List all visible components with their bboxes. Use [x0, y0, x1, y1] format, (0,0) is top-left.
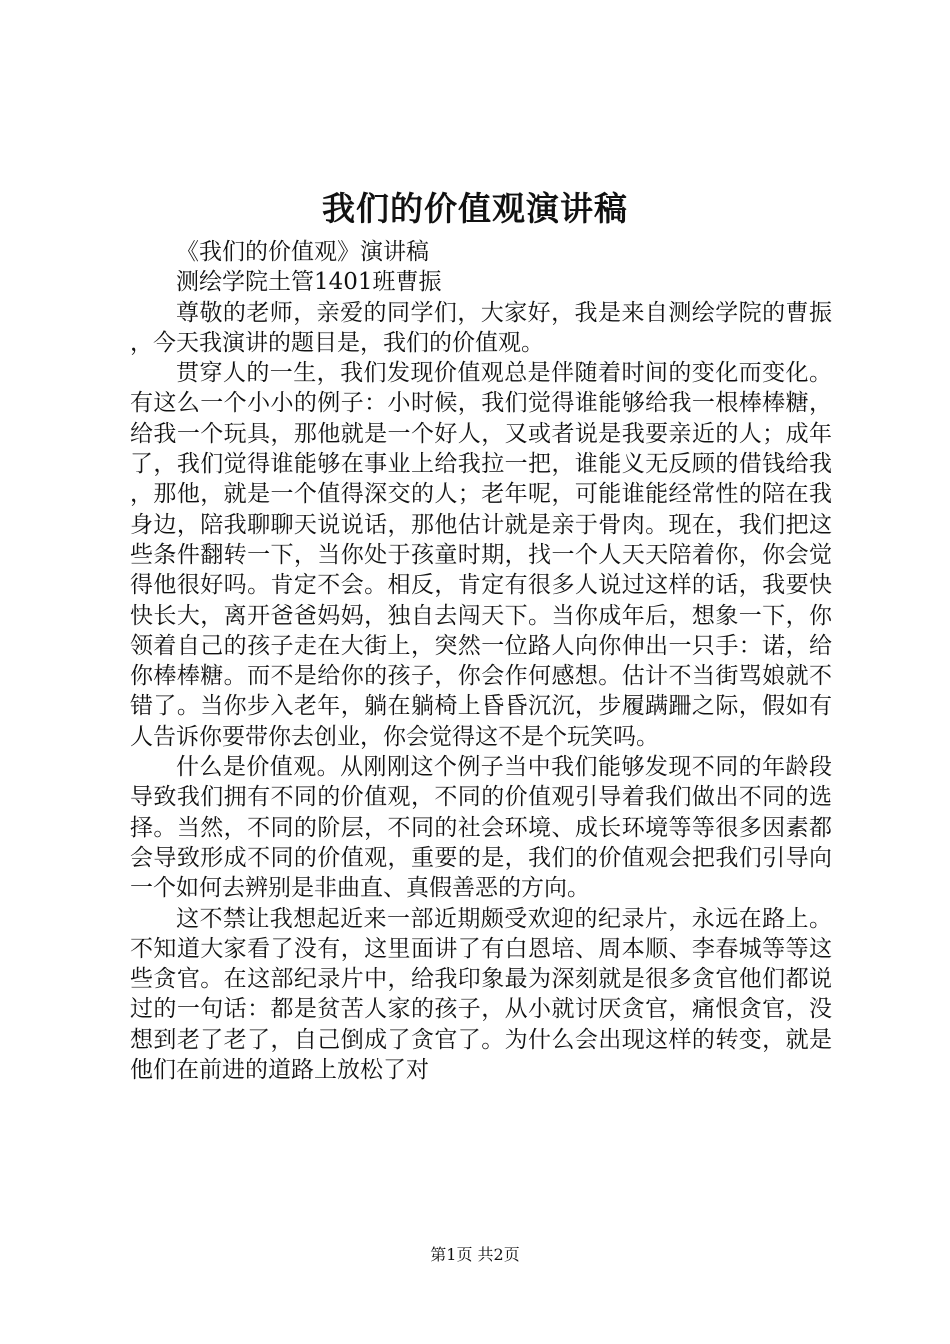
body-paragraph: 这不禁让我想起近来一部近期颇受欢迎的纪录片，永远在路上。不知道大家看了没有，这里面讲了有白恩培、周本顺、李春城等等这些贪官。在这部纪录片中，给我印象最为深刻就是很多贪官他们都说过的一句话：都是贫苦人家的孩子，从小就讨厌贪官，痛恨贪官，没想到老了老了，自己倒成了贪官了。为什么会出现这样的转变，就是他们在前进的道路上放松了对	[130, 905, 832, 1084]
page-number: 第1页 共2页	[430, 1245, 520, 1264]
speech-heading: 《我们的价值观》演讲稿	[176, 239, 429, 265]
document-body	[130, 237, 832, 1085]
body-paragraph: 贯穿人的一生，我们发现价值观总是伴随着时间的变化而变化。有这么一个小小的例子：小时候，我们觉得谁能够给我一根棒棒糖，给我一个玩具，那他就是一个好人，又或者说是我要亲近的人；成年了，我们觉得谁能够在事业上给我拉一把，谁能义无反顾的借钱给我，那他，就是一个值得深交的人；老年呢，可能谁能经常性的陪在我身边，陪我聊聊天说说话，那他估计就是亲于骨肉。现在，我们把这些条件翻转一下，当你处于孩童时期，找一个人天天陪着你，你会觉得他很好吗。肯定不会。相反，肯定有很多人说过这样的话，我要快快长大，离开爸爸妈妈，独自去闯天下。当你成年后，想象一下，你领着自己的孩子走在大街上，突然一位路人向你伸出一只手：诺，给你棒棒糖。而不是给你的孩子，你会作何感想。估计不当街骂娘就不错了。当你步入老年，躺在躺椅上昏昏沉沉，步履蹒跚之际，假如有人告诉你要带你去创业，你会觉得这不是个玩笑吗。	[130, 360, 832, 750]
body-paragraph: 尊敬的老师，亲爱的同学们，大家好，我是来自测绘学院的曹振，今天我演讲的题目是，我们的价值观。	[130, 299, 832, 356]
speaker-line: 测绘学院土管1401班曹振	[176, 269, 442, 296]
document-title: 我们的价值观演讲稿	[322, 189, 628, 228]
body-paragraph: 什么是价值观。从刚刚这个例子当中我们能够发现不同的年龄段导致我们拥有不同的价值观，不同的价值观引导着我们做出不同的选择。当然，不同的阶层，不同的社会环境、成长环境等等很多因素都会导致形成不同的价值观，重要的是，我们的价值观会把我们引导向一个如何去辨别是非曲直、真假善恶的方向。	[130, 754, 832, 902]
